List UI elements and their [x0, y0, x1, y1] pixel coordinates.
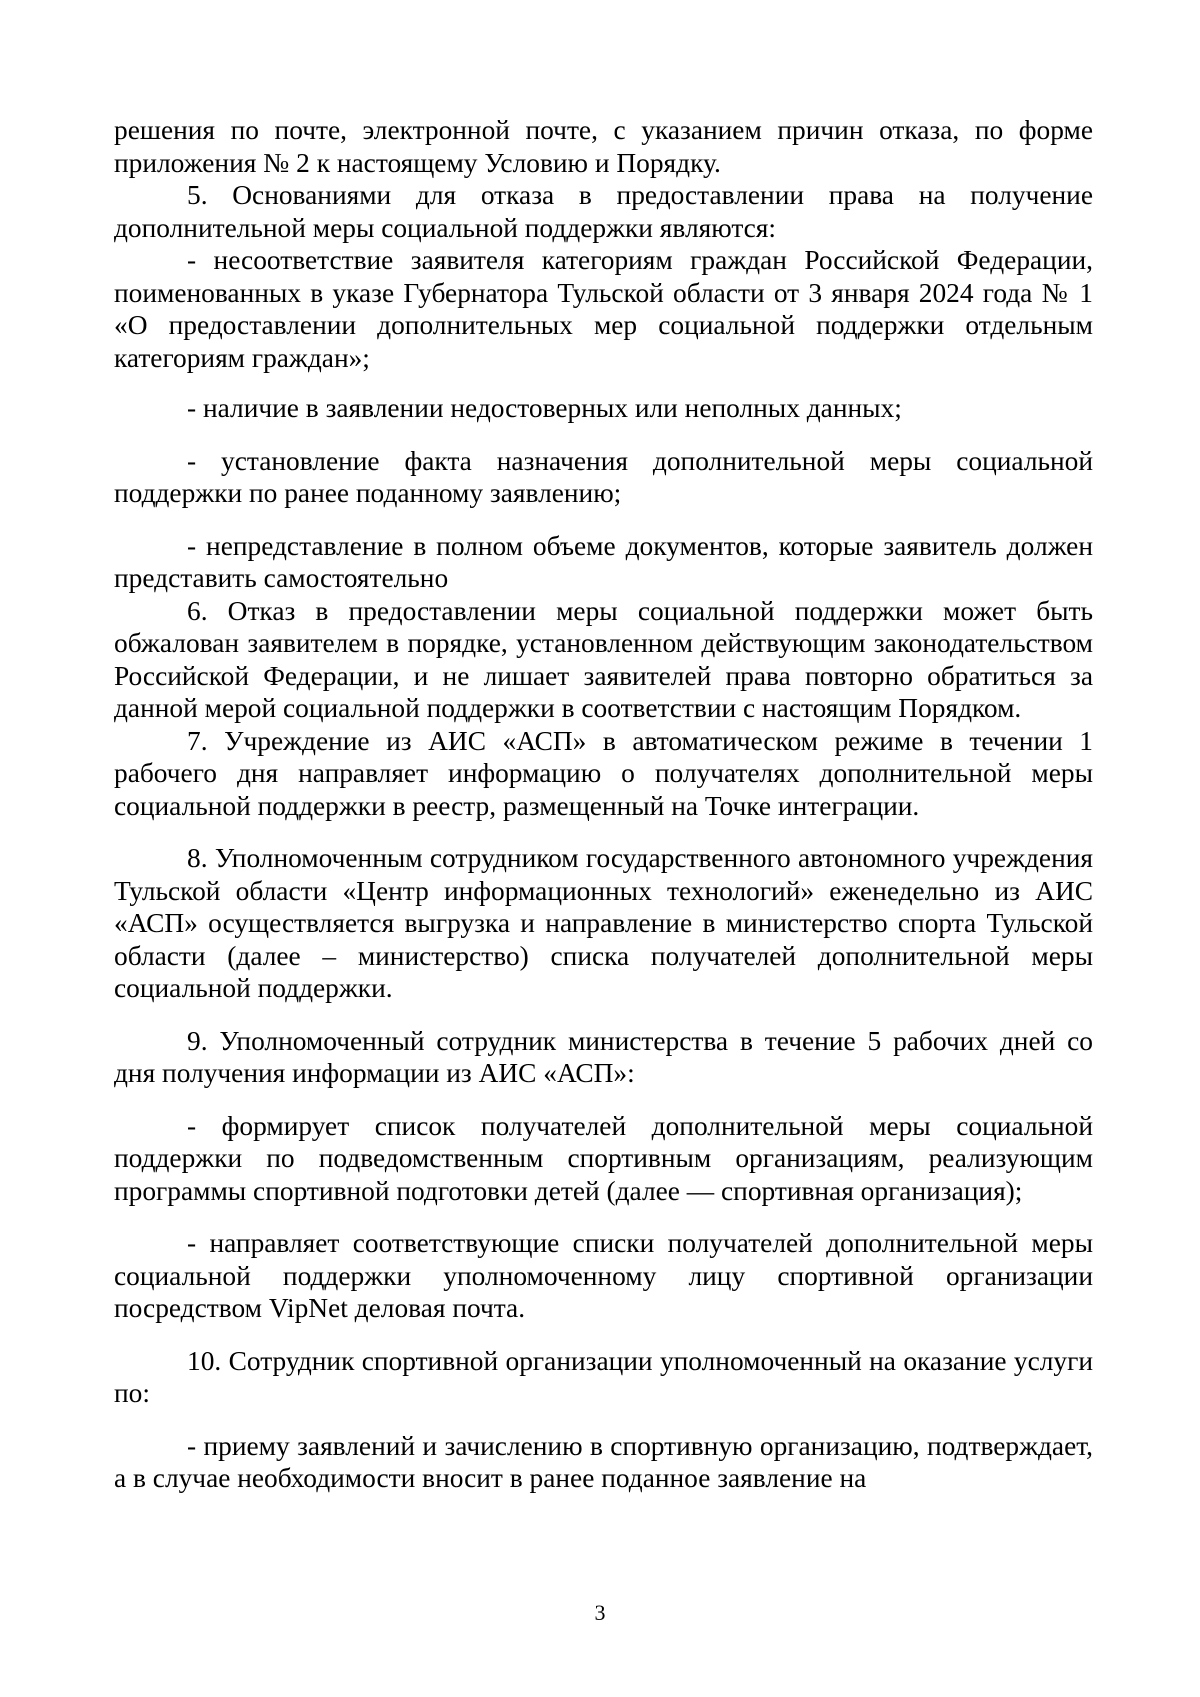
paragraph-item-5-bullet-1: - несоответствие заявителя категориям граждан Российской Федерации, поименованных в указе Губернатора Тульской области от 3 января 2024 года № 1 «О предоставлении дополнительных мер социальной поддержки отдельным категориям граждан»; [114, 245, 1093, 373]
paragraph-item-9-bullet-1: - формирует список получателей дополнительной меры социальной поддержки по подведомственным спортивным организациям, реализующим программы спортивной подготовки детей (далее — спортивная организация); [114, 1110, 1093, 1206]
paragraph-item-6: 6. Отказ в предоставлении меры социальной поддержки может быть обжалован заявителем в порядке, установленном действующим законодательством Российской Федерации, и не лишает заявителей права повторно обратиться за данной мерой социальной поддержки в соответствии с настоящим Порядком. [114, 595, 1093, 723]
paragraph-item-8: 8. Уполномоченным сотрудником государственного автономного учреждения Тульской области «Центр информационных технологий» еженедельно из АИС «АСП» осуществляется выгрузка и направление в министерство спорта Тульской области (далее – министерство) списка получателей дополнительной меры социальной поддержки. [114, 843, 1093, 1003]
paragraph-item-10: 10. Сотрудник спортивной организации уполномоченный на оказание услуги по: [114, 1345, 1093, 1408]
paragraph-item-5-bullet-3: - установление факта назначения дополнительной меры социальной поддержки по ранее поданному заявлению; [114, 445, 1093, 508]
paragraph-item-7: 7. Учреждение из АИС «АСП» в автоматическом режиме в течении 1 рабочего дня направляет информацию о получателях дополнительной меры социальной поддержки в реестр, размещенный на Точке интеграции. [114, 725, 1093, 821]
page-number: 3 [594, 1600, 606, 1625]
paragraph-item-9-bullet-2: - направляет соответствующие списки получателей дополнительной меры социальной поддержки уполномоченному лицу спортивной организации посредством VipNet деловая почта. [114, 1228, 1093, 1323]
paragraph-item-5: 5. Основаниями для отказа в предоставлении права на получение дополнительной меры социальной поддержки являются: [114, 180, 1093, 243]
document-body [114, 114, 1093, 1495]
paragraph-refusal-notice-end: решения по почте, электронной почте, с указанием причин отказа, по форме приложения № 2 к настоящему Условию и Порядку. [114, 115, 1093, 178]
paragraph-item-5-bullet-2: - наличие в заявлении недостоверных или неполных данных; [187, 393, 902, 423]
paragraph-item-5-bullet-4: - непредставление в полном объеме документов, которые заявитель должен представить самостоятельно [114, 530, 1093, 593]
paragraph-item-9: 9. Уполномоченный сотрудник министерства в течение 5 рабочих дней со дня получения информации из АИС «АСП»: [114, 1025, 1093, 1088]
paragraph-item-10-bullet-1: - приему заявлений и зачислению в спортивную организацию, подтверждает, а в случае необходимости вносит в ранее поданное заявление на [114, 1430, 1093, 1493]
